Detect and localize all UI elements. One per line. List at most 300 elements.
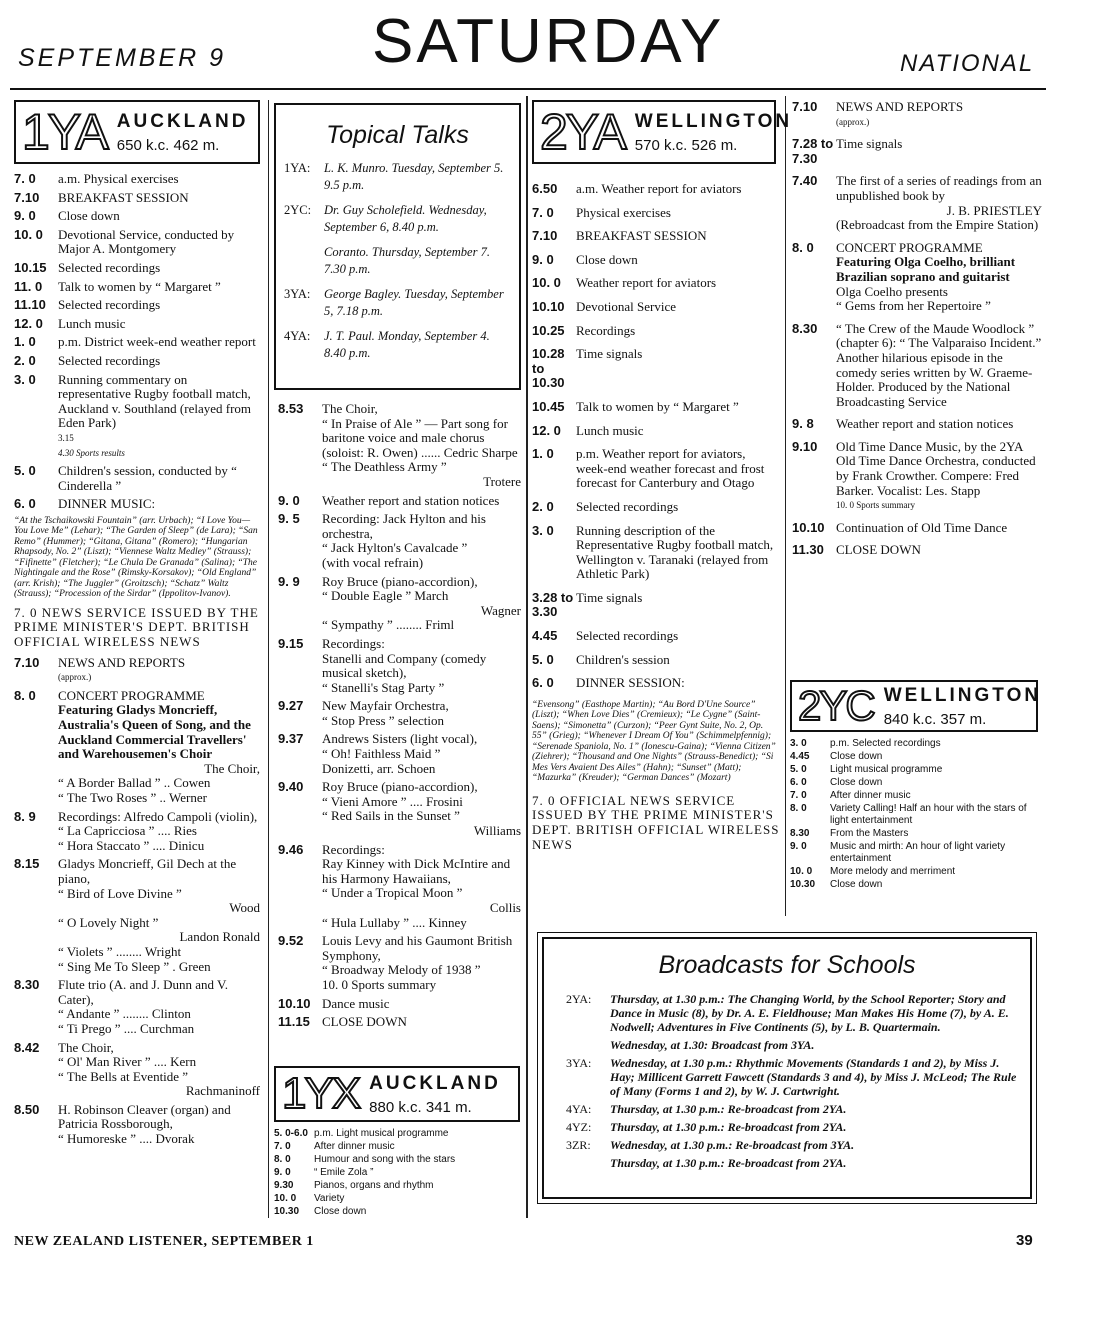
schedule-text: Andrews Sisters (light vocal), bbox=[322, 731, 478, 747]
schedule-detail: “ The Two Roses ” .. Werner bbox=[58, 790, 207, 805]
schedule-entry bbox=[836, 440, 1042, 513]
footer-publication: NEW ZEALAND LISTENER, SEPTEMBER 1 bbox=[14, 1234, 314, 1249]
talk-detail: Thursday, at 1.30 p.m.: Re-broadcast from 2YA. bbox=[610, 1156, 847, 1170]
schedule-text: “ The Crew of the Maude Woodlock ” (chapter 6): “ The Valparaiso Incident.” Another hilarious episode in the comedy series written by W. Graeme-Holder. Produced by the National Broadcasting Service bbox=[836, 320, 1042, 409]
schedule-text: Dance music bbox=[322, 995, 390, 1011]
schedule-entry bbox=[58, 280, 260, 295]
schedule-row bbox=[278, 934, 521, 992]
schedule-detail: Wood bbox=[229, 900, 260, 916]
schedule-row bbox=[532, 447, 780, 491]
schedule-time: 11.30 bbox=[792, 542, 824, 558]
schedule-row bbox=[274, 1141, 522, 1153]
dinner-music-list: “At the Tschaikowski Fountain” (arr. Urbach); “I Love You—You Love Me” (Lehar); “The Garden of Sleep” (de Lara); “San Remo” (Hummer); “Gitana, Gitana” (Romero); “Hungarian Rhapsody, No. 2” (Liszt); “Viennese Waltz Medley” (Strauss); “Fifinette” (Fletcher); “Le Chula De Granada” (Salina); “The Nightingale and the Rose” (Rimsky-Korsakov); “Old England” (arr. Krish); “The Juggler” (Groitzsch); “Schatz” Waltz (Strauss); “Procession of the Sirdar” (Ippolitov-Ivanov). bbox=[14, 515, 258, 600]
schedule-text: NEWS AND REPORTS bbox=[836, 99, 964, 114]
schedule-entry bbox=[576, 524, 780, 582]
schedule-time: 7.28 to 7.30 bbox=[792, 136, 834, 166]
schedule-text: Time signals bbox=[576, 589, 643, 605]
schedule-text: The Choir, bbox=[322, 401, 378, 416]
talk-row bbox=[284, 160, 513, 194]
schedule-text: Close down bbox=[314, 1206, 367, 1217]
station-call-sign: 2YA bbox=[540, 104, 625, 160]
schedule-row bbox=[790, 790, 1042, 802]
schedule-text: BREAKFAST SESSION bbox=[58, 189, 189, 205]
talk-detail: Thursday, at 1.30 p.m.: Re-broadcast from 2YA. bbox=[610, 1102, 847, 1116]
schedule-text: Weather report for aviators bbox=[576, 275, 717, 291]
schedule-time: 8.53 bbox=[278, 401, 304, 416]
schedule-row bbox=[14, 209, 260, 224]
schedule-text: Music and mirth: An hour of light variety entertainment bbox=[830, 841, 1006, 864]
schedule-text: Light musical programme bbox=[830, 764, 943, 775]
page-section: NATIONAL bbox=[900, 50, 1035, 77]
schedule-time: 3. 0 bbox=[14, 371, 36, 387]
schedule-row bbox=[274, 1206, 522, 1218]
schedule-time: 10. 0 bbox=[790, 866, 813, 877]
schedule-detail: “ Double Eagle ” March bbox=[322, 588, 449, 604]
page-date: SEPTEMBER 9 bbox=[18, 44, 227, 72]
schedule-text: Old Time Dance Music, by the 2YA Old Time Dance Orchestra, conducted by Frank Crowther. Compere: Fred Barker. Vocalist: Les. Stapp bbox=[836, 438, 1036, 498]
schedule-text: Continuation of Old Time Dance bbox=[836, 519, 1008, 535]
schedule-text: Close down bbox=[576, 251, 638, 267]
station-call-sign: 1YA bbox=[22, 104, 107, 160]
schedule-row bbox=[792, 521, 1042, 536]
schedule-entry bbox=[576, 400, 780, 415]
news-service: 7. 0 OFFICIAL NEWS SERVICE ISSUED BY THE PRIME MINISTER'S DEPT. BRITISH OFFICIAL WIRELESS NEWS bbox=[532, 792, 780, 852]
schedule-row bbox=[14, 354, 260, 369]
schedule-text: Recordings bbox=[576, 322, 636, 338]
schedule-entry bbox=[836, 417, 1042, 432]
schedule-time: 5. 0-6.0 bbox=[274, 1128, 308, 1139]
station-city: AUCKLAND bbox=[116, 110, 249, 132]
schedule-detail: “ Vieni Amore ” .... Frosini bbox=[322, 793, 463, 809]
schedule-time: 10.30 bbox=[790, 879, 816, 890]
schedule-time: 8.30 bbox=[14, 977, 40, 993]
schedule-detail: (with vocal refrain) bbox=[322, 554, 424, 570]
schedule-row bbox=[14, 335, 260, 350]
schedule-row bbox=[278, 512, 521, 570]
schedule-note: 4.30 Sports results bbox=[58, 447, 125, 458]
schedule-detail: (Rebroadcast from the Empire Station) bbox=[836, 217, 1039, 233]
schedule-text: BREAKFAST SESSION bbox=[576, 228, 707, 244]
station-frequency: 650 k.c. 462 m. bbox=[116, 136, 220, 154]
schedule-row bbox=[278, 843, 521, 931]
schedule-row bbox=[14, 191, 260, 206]
schedule-entry bbox=[836, 137, 1042, 166]
schedule-entry bbox=[322, 512, 521, 570]
schedule-entry bbox=[58, 354, 260, 369]
schedule-detail: “ The Deathless Army ” bbox=[322, 459, 447, 475]
station-frequency: 570 k.c. 526 m. bbox=[634, 136, 738, 154]
schedule-time: 7. 0 bbox=[274, 1141, 291, 1152]
schedule-row bbox=[532, 229, 780, 244]
schedule-detail: Donizetti, arr. Schoen bbox=[322, 760, 436, 776]
header-rule bbox=[10, 88, 1046, 90]
schedule-detail: “ Stanelli's Stag Party ” bbox=[322, 679, 445, 695]
schools-box bbox=[537, 932, 1037, 1204]
schedule-time: 6. 0 bbox=[14, 496, 36, 512]
schedule-entry bbox=[576, 591, 780, 620]
schedule-text: Louis Levy and his Gaumont British Symphony, bbox=[322, 933, 513, 963]
schedule-time: 5. 0 bbox=[790, 764, 807, 775]
schedule-row bbox=[532, 324, 780, 339]
schedule-time: 7.10 bbox=[532, 228, 558, 244]
schedule-text: DINNER SESSION: bbox=[576, 675, 685, 691]
talk-row bbox=[284, 328, 513, 362]
schedule-row bbox=[790, 803, 1042, 827]
schedule-row bbox=[278, 494, 521, 509]
schedule-row bbox=[532, 524, 780, 582]
schedule-row bbox=[14, 464, 260, 493]
schedule-time: 5. 0 bbox=[14, 463, 36, 479]
schedule-text: Flute trio (A. and J. Dunn and V. Cater), bbox=[58, 977, 228, 1007]
schedule-feature: Featuring Olga Coelho, brilliant Brazilian soprano and guitarist bbox=[836, 254, 1016, 284]
schedule-entry bbox=[58, 1103, 260, 1147]
schedule-detail: “ Red Sails in the Sunset ” bbox=[322, 808, 460, 824]
schedule-row bbox=[274, 1128, 522, 1140]
schedule-text: Running commentary on representative Rugby football match, Auckland v. Southland (relayed from Eden Park) bbox=[58, 371, 252, 431]
schedule-text: Physical exercises bbox=[576, 204, 671, 220]
schedule-time: 10. 0 bbox=[274, 1193, 297, 1204]
schedule-entry bbox=[836, 174, 1042, 232]
schedule-entry bbox=[322, 1015, 521, 1030]
schedule-detail: “ In Praise of Ale ” — Part song for baritone voice and male chorus (soloist: R. Owen) ...... Cedric Sharpe bbox=[322, 415, 518, 460]
schedule-row bbox=[278, 402, 521, 490]
schedule-entry bbox=[58, 191, 260, 206]
schedule-row bbox=[792, 322, 1042, 410]
schedule-row bbox=[14, 689, 260, 806]
schedule-time: 10.10 bbox=[278, 995, 311, 1011]
talk-detail: Wednesday, at 1.30 p.m.: Re-broadcast from 3YA. bbox=[610, 1138, 855, 1152]
schedule-detail: Collis bbox=[489, 900, 521, 915]
schedule-detail: “ The Bells at Eventide ” bbox=[58, 1068, 189, 1084]
schedule-detail: “ Violets ” ........ Wright bbox=[58, 943, 182, 959]
schedule-text: a.m. Physical exercises bbox=[58, 171, 179, 186]
schedule-entry bbox=[58, 656, 260, 685]
schedule-entry bbox=[576, 500, 780, 515]
schedule-row bbox=[532, 676, 780, 691]
station-code bbox=[566, 1038, 610, 1052]
schedule-row bbox=[532, 347, 780, 391]
talk-detail: L. K. Munro. Tuesday, September 5. 9.5 p.m. bbox=[324, 161, 504, 192]
schedule-time: 4.45 bbox=[532, 628, 558, 644]
schedule-time: 10.45 bbox=[532, 398, 565, 414]
schedule-text: “ Emile Zola ” bbox=[314, 1167, 374, 1178]
schedule-entry bbox=[836, 521, 1042, 536]
schedule-text: Weather report and station notices bbox=[322, 492, 500, 508]
schedule-entry bbox=[576, 324, 780, 339]
schedule-detail: “ Hora Staccato ” .... Dinicu bbox=[58, 837, 205, 853]
schedule-entry bbox=[58, 209, 260, 224]
station-code: 1YA: bbox=[284, 161, 311, 175]
schedule-row bbox=[790, 866, 1042, 878]
schedule-row bbox=[14, 228, 260, 257]
schedule-row bbox=[792, 440, 1042, 513]
schedule-text: Close down bbox=[830, 777, 883, 788]
talk-detail: Dr. Guy Scholefield. Wednesday, September 6, 8.40 p.m. bbox=[324, 203, 487, 234]
schedule-entry bbox=[58, 298, 260, 313]
talk-row bbox=[284, 286, 513, 320]
schedule-text: Close down bbox=[830, 879, 883, 890]
schedule-text: Children's session, conducted by “ Cinderella ” bbox=[58, 463, 237, 493]
schedule-time: 7.10 bbox=[792, 99, 818, 114]
schedule-time: 1. 0 bbox=[532, 446, 554, 462]
schedule-entry bbox=[576, 653, 780, 668]
schedule-time: 9. 0 bbox=[274, 1167, 291, 1178]
schedule-row bbox=[278, 732, 521, 776]
schedule-entry bbox=[58, 172, 260, 187]
schedule-row bbox=[14, 261, 260, 276]
talk-detail: Thursday, at 1.30 p.m.: Re-broadcast from 2YA. bbox=[610, 1120, 847, 1134]
schedule-row bbox=[274, 1167, 522, 1179]
schedule-time: 9.52 bbox=[278, 933, 304, 949]
schedule-text: Devotional Service, conducted by Major A. Montgomery bbox=[58, 226, 235, 257]
schedule-text: Close down bbox=[830, 751, 883, 762]
schedule-row bbox=[792, 174, 1042, 232]
station-code: 3YA: bbox=[284, 287, 311, 301]
schedule-time: 6. 0 bbox=[532, 675, 554, 691]
schedule-row bbox=[14, 373, 260, 461]
schedule-row bbox=[278, 997, 521, 1012]
schedule-entry bbox=[576, 447, 780, 491]
schedule-row bbox=[14, 1041, 260, 1099]
schedule-list bbox=[790, 738, 1042, 891]
schedule-detail: “ Humoreske ” .... Dvorak bbox=[58, 1131, 195, 1147]
schedule-text: Pianos, organs and rhythm bbox=[314, 1180, 434, 1191]
station-code: 3ZR: bbox=[566, 1138, 591, 1152]
station-code: 3YA: bbox=[566, 1056, 592, 1070]
schedule-text: The Choir, bbox=[58, 1039, 114, 1055]
station-2ya bbox=[532, 100, 793, 852]
schedule-entry bbox=[836, 241, 1042, 314]
schedule-text: Weather report and station notices bbox=[836, 416, 1014, 432]
schedule-text: p.m. Selected recordings bbox=[830, 738, 941, 749]
schedule-time: 8.30 bbox=[792, 320, 818, 336]
schedule-text: Talk to women by “ Margaret ” bbox=[576, 398, 739, 414]
schedule-time: 9. 5 bbox=[278, 511, 300, 527]
schedule-entry bbox=[576, 300, 780, 315]
schedule-list-continued bbox=[278, 402, 521, 1034]
column-divider bbox=[268, 100, 269, 1218]
schedule-detail: Landon Ronald bbox=[179, 929, 260, 945]
schedule-time: 9. 9 bbox=[278, 573, 300, 589]
schedule-list bbox=[274, 1128, 522, 1218]
station-1yx bbox=[274, 1066, 522, 1219]
column-divider bbox=[526, 96, 528, 1218]
schedule-text: The first of a series of readings from an unpublished book by bbox=[836, 173, 1042, 203]
talk-row bbox=[566, 1038, 1020, 1052]
schedule-time: 7. 0 bbox=[532, 204, 554, 220]
schedule-time: 9.30 bbox=[274, 1180, 294, 1191]
schedule-detail: “ Ol' Man River ” .... Kern bbox=[58, 1054, 197, 1070]
schedule-entry bbox=[58, 978, 260, 1036]
schedule-entry bbox=[58, 810, 260, 854]
schedule-text: Time signals bbox=[836, 136, 903, 152]
schedule-row bbox=[14, 317, 260, 332]
schedule-row bbox=[14, 280, 260, 295]
schedule-time: 3. 0 bbox=[790, 738, 807, 749]
schedule-feature: Featuring Gladys Moncrieff, Australia's Queen of Song, and the Auckland Commercial Travellers' and Warehousemen's Choir bbox=[58, 702, 251, 762]
schedule-detail: Williams bbox=[473, 823, 521, 839]
schedule-row bbox=[532, 653, 780, 668]
schedule-time: 6.50 bbox=[532, 181, 558, 196]
schedule-entry bbox=[576, 347, 780, 391]
schedule-time: 9. 0 bbox=[790, 841, 807, 852]
schedule-detail: “ Andante ” ........ Clinton bbox=[58, 1006, 191, 1022]
schedule-entry bbox=[322, 402, 521, 490]
talk-detail: George Bagley. Tuesday, September 5, 7.18 p.m. bbox=[324, 287, 504, 318]
station-call-sign: 2YC bbox=[798, 682, 874, 729]
schedule-entry bbox=[58, 497, 260, 512]
schedule-row bbox=[792, 543, 1042, 558]
schedule-row bbox=[532, 206, 780, 221]
schedule-text: Lunch music bbox=[58, 315, 126, 331]
schedule-row bbox=[532, 253, 780, 268]
schedule-entry bbox=[322, 997, 521, 1012]
schedule-time: 8.50 bbox=[14, 1101, 40, 1117]
schedule-time: 5. 0 bbox=[532, 651, 554, 667]
schedule-entry bbox=[322, 575, 521, 633]
station-city: WELLINGTON bbox=[634, 110, 793, 132]
schedule-detail: Wagner bbox=[480, 602, 521, 618]
schedule-row bbox=[532, 629, 780, 644]
schedule-time: 9.46 bbox=[278, 841, 304, 857]
schedule-entry bbox=[58, 1041, 260, 1099]
station-code: 4YZ: bbox=[566, 1120, 592, 1134]
schedule-entry bbox=[576, 253, 780, 268]
schedule-entry bbox=[58, 373, 260, 461]
schedule-time: 10. 0 bbox=[14, 226, 43, 242]
schedule-row bbox=[278, 780, 521, 838]
schedule-text: DINNER MUSIC: bbox=[58, 496, 156, 512]
schedule-text: Recording: Jack Hylton and his orchestra, bbox=[322, 511, 486, 541]
schedule-entry bbox=[576, 206, 780, 221]
station-logo-2yc bbox=[790, 680, 1042, 732]
station-city: WELLINGTON bbox=[883, 684, 1042, 706]
schedule-time: 2. 0 bbox=[532, 498, 554, 514]
schedule-time: 10. 0 bbox=[532, 275, 561, 291]
schedule-row bbox=[532, 424, 780, 439]
schedule-entry bbox=[836, 543, 1042, 558]
schedule-time: 8. 0 bbox=[274, 1154, 291, 1165]
schedule-time: 10.15 bbox=[14, 259, 47, 275]
talk-detail: Wednesday, at 1.30 p.m.: Rhythmic Movements (Standards 1 and 2), by Miss J. Hay; Millicent Garrett Fawcett (Standards 3 and 4), by Miss J. McLeod; The Rule of Many (Forms 1 and 2), by W. J. Cartwright. bbox=[610, 1056, 1017, 1098]
schedule-time: 11. 0 bbox=[14, 278, 43, 294]
schedule-text: CLOSE DOWN bbox=[836, 542, 921, 558]
schedule-entry bbox=[322, 699, 521, 728]
schedule-time: 9. 0 bbox=[532, 251, 554, 267]
schedule-entry bbox=[836, 100, 1042, 129]
schedule-detail: “ A Border Ballad ” .. Cowen bbox=[58, 775, 211, 791]
schedule-entry bbox=[58, 335, 260, 350]
schedule-detail: Stanelli and Company (comedy musical sketch), bbox=[322, 650, 487, 681]
schedule-time: 8.15 bbox=[14, 856, 40, 872]
schedule-detail: “ Broadway Melody of 1938 ” bbox=[322, 962, 481, 978]
schedule-entry bbox=[322, 494, 521, 509]
schedule-row bbox=[14, 172, 260, 187]
schedule-time: 9.27 bbox=[278, 698, 304, 714]
schedule-row bbox=[790, 777, 1042, 789]
schedule-entry bbox=[576, 629, 780, 644]
schedule-note: 10. 0 Sports summary bbox=[836, 500, 916, 511]
dinner-music-list: “Evensong” (Easthope Martin); “Au Bord D'Une Source” (Liszt); “When Love Dies” (Cremieux); “Le Cygne” (Saint-Saens); “Simonetta” (Curzon); “Peer Gynt Suite, No. 2, Op. 55” (Grieg); “Whenever I Dream Of You” (Schimmelpfennig); “Serenade Spaniola, No. 1” (Ionescu-Gaina); “Vienna Citizen” (Ziehrer); “Thousand and One Nights” (Strauss-Benedict); “Si Mes Vers Avaient Des Ailes” (Hahn); “Sunset” (Matt); “Mazurka” (Kreuder); “German Dances” (Mozart) bbox=[532, 699, 776, 784]
schedule-time: 1. 0 bbox=[14, 334, 36, 350]
schedule-row bbox=[790, 764, 1042, 776]
schedule-text: CONCERT PROGRAMME bbox=[836, 239, 983, 255]
talk-detail: Thursday, at 1.30 p.m.: The Changing World, by the School Reporter; Story and Dance in Music (8), by Dr. A. E. Fieldhouse; Man Makes His Home (7), by A. E. Nodwell; Adventures in Five Continents (5), by L. B. Quartermain. bbox=[610, 992, 1009, 1034]
station-code bbox=[566, 1156, 610, 1170]
schedule-entry bbox=[576, 676, 780, 691]
schedule-row bbox=[532, 500, 780, 515]
talk-detail: Wednesday, at 1.30: Broadcast from 3YA. bbox=[610, 1038, 815, 1052]
schedule-time: 4.45 bbox=[790, 751, 810, 762]
schedule-entry bbox=[322, 843, 521, 931]
schedule-row bbox=[792, 417, 1042, 432]
schedule-time: 12. 0 bbox=[532, 422, 561, 438]
schedule-row bbox=[274, 1180, 522, 1192]
talk-row bbox=[566, 992, 1020, 1034]
schedule-entry bbox=[58, 464, 260, 493]
schedule-row bbox=[14, 656, 260, 685]
schedule-text: Selected recordings bbox=[576, 628, 679, 644]
schedule-list bbox=[532, 182, 780, 852]
talk-row bbox=[566, 1120, 1020, 1134]
schedule-detail: “ Stop Press ” selection bbox=[322, 712, 445, 728]
talk-detail: J. T. Paul. Monday, September 4. 8.40 p.m. bbox=[324, 329, 490, 360]
schedule-entry bbox=[322, 780, 521, 838]
schedule-row bbox=[278, 575, 521, 633]
schedule-row bbox=[790, 841, 1042, 865]
schedule-text: H. Robinson Cleaver (organ) and Patricia Rossborough, bbox=[58, 1101, 231, 1132]
schedule-row bbox=[792, 241, 1042, 314]
schedule-time: 7. 0 bbox=[14, 171, 36, 186]
schedule-text: p.m. District week-end weather report bbox=[58, 334, 256, 350]
schedule-row bbox=[14, 298, 260, 313]
schedule-row bbox=[532, 300, 780, 315]
schedule-time: 9.10 bbox=[792, 438, 818, 454]
schedule-detail: 10. 0 Sports summary bbox=[322, 976, 437, 992]
schedule-row bbox=[14, 1103, 260, 1147]
talk-detail: Coranto. Thursday, September 7. 7.30 p.m. bbox=[324, 245, 490, 276]
schedule-row bbox=[790, 751, 1042, 763]
schedule-row bbox=[792, 137, 1042, 166]
schedule-row bbox=[792, 100, 1042, 129]
schedule-time: 10.30 bbox=[274, 1206, 300, 1217]
schedule-text: p.m. Weather report for aviators, week-end weather forecast and frost forecast for Canterbury and Otago bbox=[576, 446, 765, 491]
schedule-detail: Olga Coelho presents bbox=[836, 283, 948, 299]
schedule-row bbox=[14, 978, 260, 1036]
topical-talks-box bbox=[274, 103, 521, 390]
schedule-entry bbox=[576, 276, 780, 291]
schedule-text: CLOSE DOWN bbox=[322, 1014, 407, 1030]
schedule-time: 11.15 bbox=[278, 1014, 310, 1030]
station-frequency: 840 k.c. 357 m. bbox=[883, 710, 987, 728]
schedule-row bbox=[790, 879, 1042, 891]
schedule-list-continued bbox=[792, 100, 1042, 566]
schools-list bbox=[544, 992, 1030, 1170]
schedule-row bbox=[14, 857, 260, 974]
schedule-time: 8. 9 bbox=[14, 808, 36, 824]
schedule-entry bbox=[322, 637, 521, 695]
schedule-entry bbox=[576, 424, 780, 439]
schedule-row bbox=[790, 738, 1042, 750]
schedule-text: p.m. Light musical programme bbox=[314, 1128, 449, 1139]
schedule-time: 12. 0 bbox=[14, 315, 43, 331]
schedule-row bbox=[278, 1015, 521, 1030]
schedule-time: 9.37 bbox=[278, 731, 304, 747]
schedule-time: 7.10 bbox=[14, 654, 40, 670]
schedule-text: Roy Bruce (piano-accordion), bbox=[322, 573, 478, 589]
talk-row bbox=[566, 1056, 1020, 1098]
schedule-text: Variety Calling! Half an hour with the stars of light entertainment bbox=[830, 803, 1027, 826]
